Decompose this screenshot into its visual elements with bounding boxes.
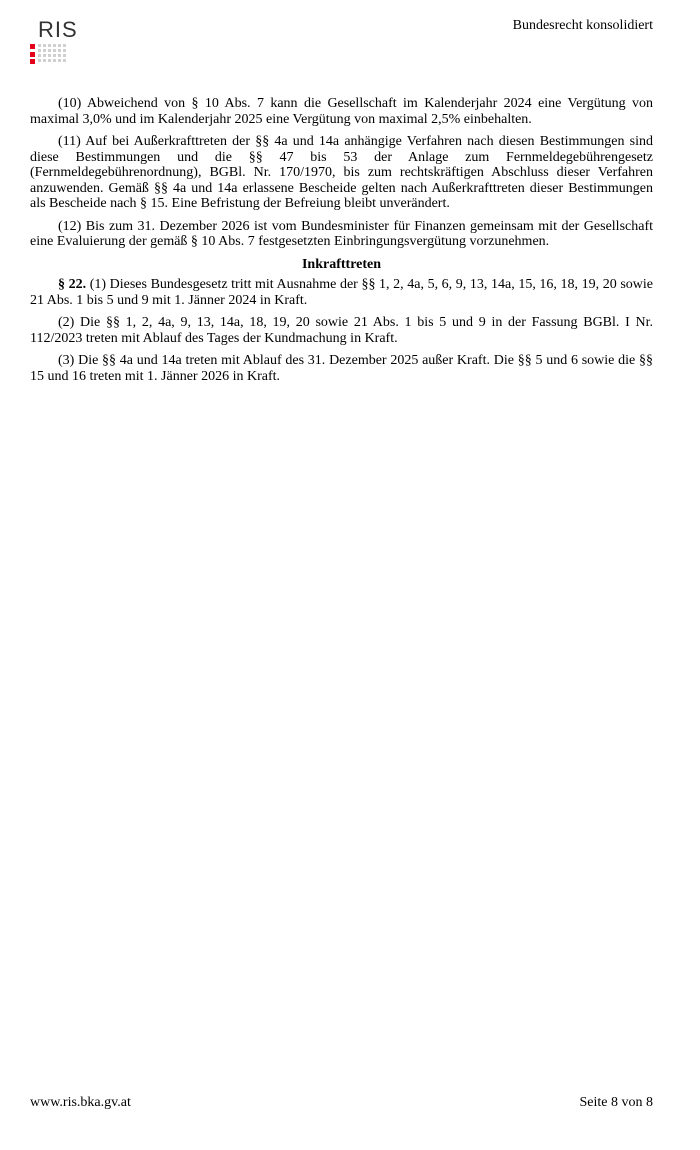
ris-logo: [30, 18, 94, 64]
paragraph-11: (11) Auf bei Außerkrafttreten der §§ 4a und 14a anhängige Verfahren nach diesen Bestimmungen sind diese Bestimmungen und die §§ 47 bis 53 der Anlage zum Fernmeldegebührengesetz (Fernmeldegebührenordnung), BGBl. Nr. 170/1970, bis zum rechtskräftigen Abschluss dieser Verfahren anzuwenden. Gemäß §§ 4a und 14a erlassene Bescheide gelten nach Außerkrafttreten dieser Bestimmungen als Bescheide nach § 15. Eine Befristung der Befreiung bleibt unverändert.: [30, 134, 653, 211]
section-22-paragraph-3: (3) Die §§ 4a und 14a treten mit Ablauf des 31. Dezember 2025 außer Kraft. Die §§ 5 und 6 sowie die §§ 15 und 16 treten mit 1. Jänner 2026 in Kraft.: [30, 353, 653, 384]
footer-page-number: Seite 8 von 8: [579, 1095, 653, 1110]
paragraph-10: (10) Abweichend von § 10 Abs. 7 kann die Gesellschaft im Kalenderjahr 2024 eine Vergütung von maximal 3,0% und im Kalenderjahr 2025 eine Vergütung von maximal 2,5% einbehalten.: [30, 96, 653, 127]
footer-url-link[interactable]: www.ris.bka.gv.at: [30, 1095, 131, 1110]
section-22-paragraph-2: (2) Die §§ 1, 2, 4a, 9, 13, 14a, 18, 19, 20 sowie 21 Abs. 1 bis 5 und 9 in der Fassung BGBl. I Nr. 112/2023 treten mit Ablauf des Tages der Kundmachung in Kraft.: [30, 315, 653, 346]
logo-text: RIS: [38, 17, 78, 42]
section-22-paragraph-1: [30, 277, 653, 308]
logo-dots-icon: [30, 44, 70, 64]
paragraph-12: (12) Bis zum 31. Dezember 2026 ist vom Bundesminister für Finanzen gemeinsam mit der Gesellschaft eine Evaluierung der gemäß § 10 Abs. 7 festgesetzten Einbringungsvergütung vorzunehmen.: [30, 218, 653, 249]
section-22-number: § 22.: [58, 277, 87, 292]
header-title: Bundesrecht konsolidiert: [512, 18, 653, 33]
document-body: [30, 96, 653, 391]
section-heading: Inkrafttreten: [301, 256, 382, 272]
section-22-paragraph-1-text: (1) Dieses Bundesgesetz tritt mit Ausnahme der §§ 1, 2, 4a, 5, 6, 9, 13, 14a, 15, 16, 18, 19, 20 sowie 21 Abs. 1 bis 5 und 9 mit 1. Jänner 2024 in Kraft.: [30, 277, 653, 308]
